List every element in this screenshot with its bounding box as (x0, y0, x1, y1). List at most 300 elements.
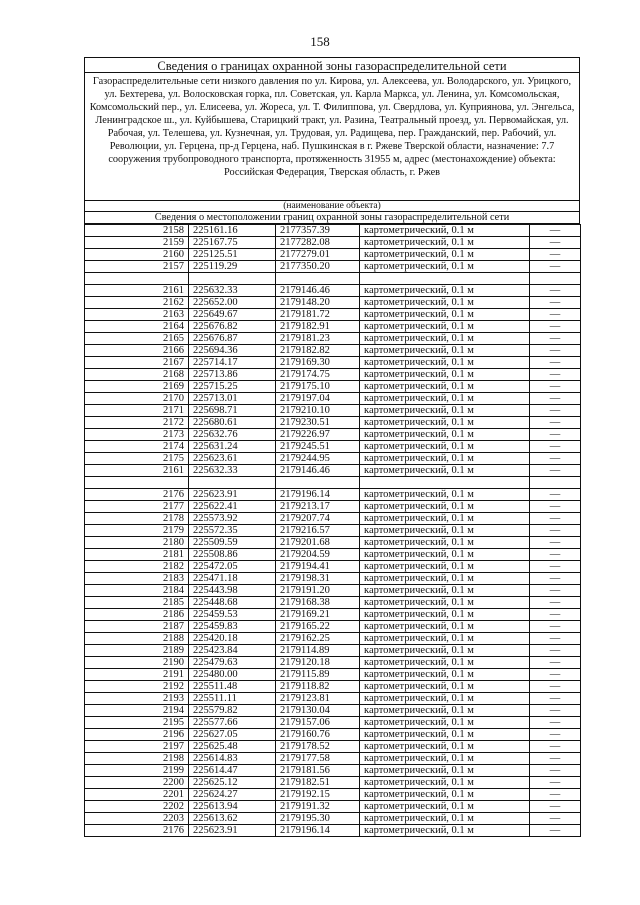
point-number: 2161 (85, 465, 189, 477)
x-coordinate: 225471.18 (189, 573, 276, 585)
y-coordinate: 2179165.22 (276, 621, 360, 633)
x-coordinate: 225632.33 (189, 285, 276, 297)
y-coordinate: 2179194.41 (276, 561, 360, 573)
point-number: 2173 (85, 429, 189, 441)
y-coordinate: 2179146.46 (276, 285, 360, 297)
table-row (85, 549, 581, 561)
table-row (85, 525, 581, 537)
y-coordinate: 2179198.31 (276, 573, 360, 585)
y-coordinate: 2179114.89 (276, 645, 360, 657)
table-row (85, 825, 581, 837)
y-coordinate: 2179196.14 (276, 489, 360, 501)
x-coordinate: 225167.75 (189, 237, 276, 249)
table-row (85, 345, 581, 357)
table-row (85, 513, 581, 525)
x-coordinate: 225423.84 (189, 645, 276, 657)
x-coordinate: 225694.36 (189, 345, 276, 357)
table-row (85, 789, 581, 801)
document-frame (84, 57, 580, 837)
y-coordinate: 2179197.04 (276, 393, 360, 405)
x-coordinate: 225125.51 (189, 249, 276, 261)
x-coordinate: 225714.17 (189, 357, 276, 369)
dash-cell: — (530, 669, 581, 681)
y-coordinate: 2179181.23 (276, 333, 360, 345)
dash-cell: — (530, 441, 581, 453)
y-coordinate: 2179244.95 (276, 453, 360, 465)
table-row (85, 669, 581, 681)
x-coordinate: 225625.48 (189, 741, 276, 753)
point-number: 2202 (85, 801, 189, 813)
point-number: 2203 (85, 813, 189, 825)
y-coordinate: 2179210.10 (276, 405, 360, 417)
y-coordinate: 2179226.97 (276, 429, 360, 441)
table-row (85, 561, 581, 573)
x-coordinate: 225715.25 (189, 381, 276, 393)
point-number: 2181 (85, 549, 189, 561)
y-coordinate: 2179207.74 (276, 513, 360, 525)
y-coordinate: 2179213.17 (276, 501, 360, 513)
method-cell: картометрический, 0.1 м (360, 561, 530, 573)
x-coordinate: 225472.05 (189, 561, 276, 573)
method-cell: картометрический, 0.1 м (360, 321, 530, 333)
table-row (85, 333, 581, 345)
table-row (85, 285, 581, 297)
dash-cell: — (530, 249, 581, 261)
method-cell: картометрический, 0.1 м (360, 681, 530, 693)
method-cell: картометрический, 0.1 м (360, 285, 530, 297)
dash-cell: — (530, 393, 581, 405)
method-cell: картометрический, 0.1 м (360, 621, 530, 633)
x-coordinate: 225480.00 (189, 669, 276, 681)
dash-cell: — (530, 453, 581, 465)
method-cell: картометрический, 0.1 м (360, 405, 530, 417)
dash-cell: — (530, 801, 581, 813)
x-coordinate: 225479.63 (189, 657, 276, 669)
y-coordinate: 2179196.14 (276, 825, 360, 837)
table-row (85, 261, 581, 273)
object-description: Газораспределительные сети низкого давления по ул. Кирова, ул. Алексеева, ул. Володарского, ул. Урицкого, ул. Бехтерева, ул. Волосковская горка, пл. Советская, ул. Карла Маркса, ул. Ленина, ул. Комсомольская, Комсомольский пер., ул. Елисеева, ул. Жореса, ул. Т. Филиппова, ул. Свердлова, ул. Куприянова, ул. Энгельса, Ленинградское ш., ул. Куйбышева, Старицкий тракт, ул. Разина, Театральный проезд, ул. Первомайская, ул. Рабочая, ул. Телешева, ул. Кузнечная, ул. Трудовая, ул. Радищева, пер. Гражданский, пер. Рабочий, ул. Революции, ул. Герцена, пр-д Герцена, наб. Пушкинская в г. Ржеве Тверской области, назначение: 7.7 сооружения трубопроводного транспорта, протяженность 31955 м, адрес (местонахождение) объекта: Российская Федерация, Тверская область, г. Ржев (84, 73, 580, 201)
point-number: 2175 (85, 453, 189, 465)
x-coordinate: 225161.16 (189, 225, 276, 237)
y-coordinate: 2179169.21 (276, 609, 360, 621)
method-cell: картометрический, 0.1 м (360, 729, 530, 741)
dash-cell: — (530, 753, 581, 765)
x-coordinate: 225676.82 (189, 321, 276, 333)
page-number: 158 (310, 34, 330, 49)
x-coordinate: 225623.91 (189, 489, 276, 501)
point-number: 2163 (85, 309, 189, 321)
dash-cell: — (530, 357, 581, 369)
x-coordinate: 225631.24 (189, 441, 276, 453)
method-cell: картометрический, 0.1 м (360, 381, 530, 393)
dash-cell: — (530, 237, 581, 249)
dash-cell: — (530, 585, 581, 597)
dash-cell: — (530, 681, 581, 693)
method-cell: картометрический, 0.1 м (360, 693, 530, 705)
point-number: 2171 (85, 405, 189, 417)
point-number: 2159 (85, 237, 189, 249)
y-coordinate: 2179195.30 (276, 813, 360, 825)
dash-cell: — (530, 813, 581, 825)
point-number: 2194 (85, 705, 189, 717)
point-number: 2196 (85, 729, 189, 741)
table-row (85, 657, 581, 669)
x-coordinate: 225632.76 (189, 429, 276, 441)
section-title: Сведения о местоположении границ охранной зоны газораспределительной сети (84, 212, 580, 224)
dash-cell: — (530, 741, 581, 753)
x-coordinate: 225572.35 (189, 525, 276, 537)
point-number: 2166 (85, 345, 189, 357)
point-number: 2161 (85, 285, 189, 297)
table-row (85, 249, 581, 261)
point-number: 2162 (85, 297, 189, 309)
x-coordinate: 225614.83 (189, 753, 276, 765)
table-row (85, 585, 581, 597)
point-number: 2200 (85, 777, 189, 789)
point-number: 2182 (85, 561, 189, 573)
y-coordinate: 2179130.04 (276, 705, 360, 717)
y-coordinate: 2179120.18 (276, 657, 360, 669)
y-coordinate: 2179191.20 (276, 585, 360, 597)
method-cell: картометрический, 0.1 м (360, 225, 530, 237)
point-number: 2183 (85, 573, 189, 585)
table-row (85, 573, 581, 585)
method-cell: картометрический, 0.1 м (360, 765, 530, 777)
x-coordinate: 225573.92 (189, 513, 276, 525)
method-cell: картометрический, 0.1 м (360, 657, 530, 669)
x-coordinate: 225623.61 (189, 453, 276, 465)
point-number: 2178 (85, 513, 189, 525)
empty-cell (530, 477, 581, 489)
y-coordinate: 2179182.82 (276, 345, 360, 357)
method-cell: картометрический, 0.1 м (360, 825, 530, 837)
point-number: 2195 (85, 717, 189, 729)
point-number: 2186 (85, 609, 189, 621)
dash-cell: — (530, 765, 581, 777)
document-title: Сведения о границах охранной зоны газораспределительной сети (84, 57, 580, 73)
table-row (85, 429, 581, 441)
method-cell: картометрический, 0.1 м (360, 429, 530, 441)
point-number: 2164 (85, 321, 189, 333)
method-cell: картометрический, 0.1 м (360, 333, 530, 345)
x-coordinate: 225614.47 (189, 765, 276, 777)
point-number: 2185 (85, 597, 189, 609)
method-cell: картометрический, 0.1 м (360, 537, 530, 549)
point-number: 2172 (85, 417, 189, 429)
point-number: 2176 (85, 489, 189, 501)
point-number: 2176 (85, 825, 189, 837)
method-cell: картометрический, 0.1 м (360, 393, 530, 405)
point-number: 2158 (85, 225, 189, 237)
y-coordinate: 2179169.30 (276, 357, 360, 369)
dash-cell: — (530, 381, 581, 393)
table-row (85, 369, 581, 381)
dash-cell: — (530, 333, 581, 345)
y-coordinate: 2179115.89 (276, 669, 360, 681)
separator-row (85, 477, 581, 489)
method-cell: картометрический, 0.1 м (360, 369, 530, 381)
point-number: 2168 (85, 369, 189, 381)
dash-cell: — (530, 657, 581, 669)
method-cell: картометрический, 0.1 м (360, 573, 530, 585)
dash-cell: — (530, 645, 581, 657)
table-row (85, 681, 581, 693)
point-number: 2180 (85, 537, 189, 549)
dash-cell: — (530, 777, 581, 789)
table-row (85, 321, 581, 333)
dash-cell: — (530, 297, 581, 309)
dash-cell: — (530, 501, 581, 513)
table-row (85, 309, 581, 321)
x-coordinate: 225622.41 (189, 501, 276, 513)
point-number: 2174 (85, 441, 189, 453)
table-row (85, 693, 581, 705)
empty-cell (360, 273, 530, 285)
x-coordinate: 225713.86 (189, 369, 276, 381)
method-cell: картометрический, 0.1 м (360, 753, 530, 765)
y-coordinate: 2179191.32 (276, 801, 360, 813)
dash-cell: — (530, 513, 581, 525)
point-number: 2170 (85, 393, 189, 405)
y-coordinate: 2179168.38 (276, 597, 360, 609)
method-cell: картометрический, 0.1 м (360, 585, 530, 597)
method-cell: картометрический, 0.1 м (360, 705, 530, 717)
empty-cell (530, 273, 581, 285)
method-cell: картометрический, 0.1 м (360, 345, 530, 357)
y-coordinate: 2179230.51 (276, 417, 360, 429)
y-coordinate: 2179181.72 (276, 309, 360, 321)
y-coordinate: 2179160.76 (276, 729, 360, 741)
table-row (85, 753, 581, 765)
method-cell: картометрический, 0.1 м (360, 465, 530, 477)
method-cell: картометрический, 0.1 м (360, 309, 530, 321)
y-coordinate: 2179245.51 (276, 441, 360, 453)
y-coordinate: 2179148.20 (276, 297, 360, 309)
y-coordinate: 2177357.39 (276, 225, 360, 237)
table-row (85, 405, 581, 417)
table-row (85, 537, 581, 549)
y-coordinate: 2179182.51 (276, 777, 360, 789)
method-cell: картометрический, 0.1 м (360, 609, 530, 621)
dash-cell: — (530, 405, 581, 417)
method-cell: картометрический, 0.1 м (360, 789, 530, 801)
method-cell: картометрический, 0.1 м (360, 777, 530, 789)
coordinates-table (84, 224, 581, 837)
table-row (85, 441, 581, 453)
table-row (85, 237, 581, 249)
method-cell: картометрический, 0.1 м (360, 633, 530, 645)
point-number: 2192 (85, 681, 189, 693)
y-coordinate: 2177282.08 (276, 237, 360, 249)
x-coordinate: 225459.53 (189, 609, 276, 621)
y-coordinate: 2179201.68 (276, 537, 360, 549)
x-coordinate: 225509.59 (189, 537, 276, 549)
x-coordinate: 225680.61 (189, 417, 276, 429)
method-cell: картометрический, 0.1 м (360, 237, 530, 249)
dash-cell: — (530, 705, 581, 717)
dash-cell: — (530, 717, 581, 729)
dash-cell: — (530, 597, 581, 609)
point-number: 2184 (85, 585, 189, 597)
method-cell: картометрический, 0.1 м (360, 597, 530, 609)
y-coordinate: 2179182.91 (276, 321, 360, 333)
x-coordinate: 225579.82 (189, 705, 276, 717)
table-row (85, 453, 581, 465)
method-cell: картометрический, 0.1 м (360, 525, 530, 537)
x-coordinate: 225420.18 (189, 633, 276, 645)
x-coordinate: 225443.98 (189, 585, 276, 597)
method-cell: картометрический, 0.1 м (360, 801, 530, 813)
dash-cell: — (530, 489, 581, 501)
dash-cell: — (530, 321, 581, 333)
table-row (85, 465, 581, 477)
table-row (85, 633, 581, 645)
empty-cell (276, 273, 360, 285)
x-coordinate: 225448.68 (189, 597, 276, 609)
empty-cell (85, 273, 189, 285)
point-number: 2160 (85, 249, 189, 261)
method-cell: картометрический, 0.1 м (360, 261, 530, 273)
point-number: 2165 (85, 333, 189, 345)
table-row (85, 381, 581, 393)
y-coordinate: 2179192.15 (276, 789, 360, 801)
table-row (85, 501, 581, 513)
x-coordinate: 225632.33 (189, 465, 276, 477)
point-number: 2157 (85, 261, 189, 273)
method-cell: картометрический, 0.1 м (360, 417, 530, 429)
method-cell: картометрический, 0.1 м (360, 717, 530, 729)
dash-cell: — (530, 693, 581, 705)
x-coordinate: 225511.11 (189, 693, 276, 705)
y-coordinate: 2179146.46 (276, 465, 360, 477)
method-cell: картометрический, 0.1 м (360, 441, 530, 453)
table-row (85, 705, 581, 717)
method-cell: картометрический, 0.1 м (360, 489, 530, 501)
table-row (85, 621, 581, 633)
method-cell: картометрический, 0.1 м (360, 813, 530, 825)
x-coordinate: 225624.27 (189, 789, 276, 801)
table-row (85, 801, 581, 813)
x-coordinate: 225627.05 (189, 729, 276, 741)
method-cell: картометрический, 0.1 м (360, 513, 530, 525)
method-cell: картометрический, 0.1 м (360, 645, 530, 657)
dash-cell: — (530, 729, 581, 741)
y-coordinate: 2177350.20 (276, 261, 360, 273)
y-coordinate: 2177279.01 (276, 249, 360, 261)
table-row (85, 741, 581, 753)
object-caption: (наименование объекта) (84, 201, 580, 212)
x-coordinate: 225511.48 (189, 681, 276, 693)
table-row (85, 777, 581, 789)
point-number: 2197 (85, 741, 189, 753)
dash-cell: — (530, 825, 581, 837)
y-coordinate: 2179123.81 (276, 693, 360, 705)
empty-cell (276, 477, 360, 489)
dash-cell: — (530, 285, 581, 297)
y-coordinate: 2179177.58 (276, 753, 360, 765)
method-cell: картометрический, 0.1 м (360, 453, 530, 465)
table-row (85, 813, 581, 825)
point-number: 2188 (85, 633, 189, 645)
table-row (85, 645, 581, 657)
table-row (85, 297, 581, 309)
y-coordinate: 2179174.75 (276, 369, 360, 381)
method-cell: картометрический, 0.1 м (360, 549, 530, 561)
y-coordinate: 2179157.06 (276, 717, 360, 729)
x-coordinate: 225652.00 (189, 297, 276, 309)
method-cell: картометрический, 0.1 м (360, 501, 530, 513)
x-coordinate: 225508.86 (189, 549, 276, 561)
dash-cell: — (530, 225, 581, 237)
dash-cell: — (530, 261, 581, 273)
dash-cell: — (530, 573, 581, 585)
empty-cell (189, 273, 276, 285)
table-row (85, 609, 581, 621)
point-number: 2199 (85, 765, 189, 777)
y-coordinate: 2179204.59 (276, 549, 360, 561)
dash-cell: — (530, 621, 581, 633)
table-row (85, 717, 581, 729)
x-coordinate: 225623.91 (189, 825, 276, 837)
table-row (85, 489, 581, 501)
x-coordinate: 225119.29 (189, 261, 276, 273)
empty-cell (85, 477, 189, 489)
dash-cell: — (530, 789, 581, 801)
point-number: 2190 (85, 657, 189, 669)
point-number: 2169 (85, 381, 189, 393)
table-row (85, 357, 581, 369)
dash-cell: — (530, 633, 581, 645)
point-number: 2198 (85, 753, 189, 765)
dash-cell: — (530, 609, 581, 621)
dash-cell: — (530, 309, 581, 321)
method-cell: картометрический, 0.1 м (360, 357, 530, 369)
y-coordinate: 2179216.57 (276, 525, 360, 537)
point-number: 2177 (85, 501, 189, 513)
y-coordinate: 2179181.56 (276, 765, 360, 777)
dash-cell: — (530, 429, 581, 441)
point-number: 2201 (85, 789, 189, 801)
x-coordinate: 225649.67 (189, 309, 276, 321)
table-row (85, 417, 581, 429)
point-number: 2187 (85, 621, 189, 633)
dash-cell: — (530, 561, 581, 573)
dash-cell: — (530, 549, 581, 561)
y-coordinate: 2179175.10 (276, 381, 360, 393)
x-coordinate: 225625.12 (189, 777, 276, 789)
point-number: 2193 (85, 693, 189, 705)
separator-row (85, 273, 581, 285)
x-coordinate: 225613.94 (189, 801, 276, 813)
dash-cell: — (530, 417, 581, 429)
method-cell: картометрический, 0.1 м (360, 249, 530, 261)
dash-cell: — (530, 465, 581, 477)
x-coordinate: 225713.01 (189, 393, 276, 405)
x-coordinate: 225613.62 (189, 813, 276, 825)
method-cell: картометрический, 0.1 м (360, 297, 530, 309)
dash-cell: — (530, 369, 581, 381)
point-number: 2167 (85, 357, 189, 369)
table-row (85, 765, 581, 777)
x-coordinate: 225459.83 (189, 621, 276, 633)
y-coordinate: 2179178.52 (276, 741, 360, 753)
x-coordinate: 225676.87 (189, 333, 276, 345)
empty-cell (360, 477, 530, 489)
table-row (85, 393, 581, 405)
point-number: 2191 (85, 669, 189, 681)
table-row (85, 225, 581, 237)
y-coordinate: 2179118.82 (276, 681, 360, 693)
